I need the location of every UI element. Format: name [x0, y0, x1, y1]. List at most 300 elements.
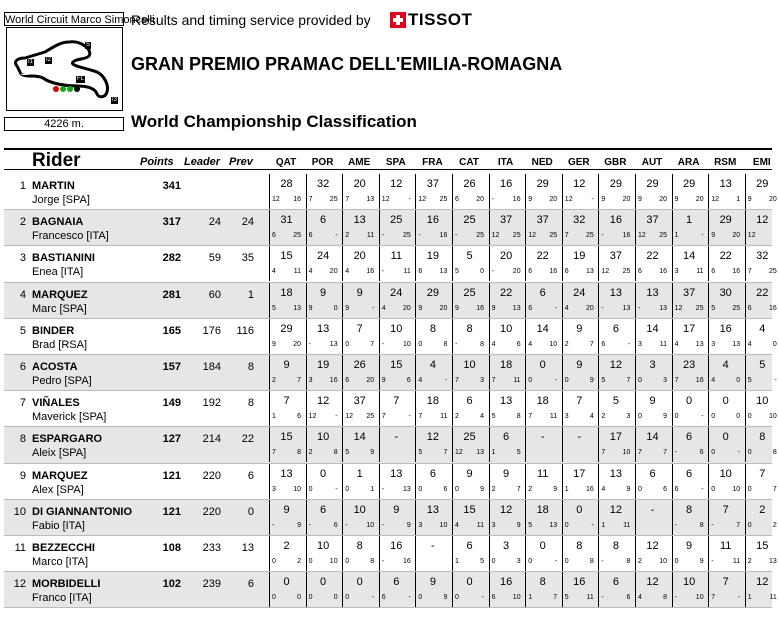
sprint-points: -	[455, 232, 458, 240]
race-points-cell	[379, 427, 413, 462]
sprint-points: 12	[491, 232, 500, 240]
race-total-points: 0	[320, 576, 327, 589]
gap-to-previous: 8	[247, 360, 254, 373]
race-total-points: 10	[719, 467, 732, 480]
race-points: -	[445, 376, 448, 384]
race-points: 7	[736, 521, 741, 529]
race-points-cell	[415, 391, 449, 426]
gap-to-leader: 24	[208, 216, 221, 229]
race-points-cell	[415, 319, 449, 354]
sprint-points: 9	[674, 196, 679, 203]
rider-surname: ACOSTA	[32, 360, 78, 373]
race-points-cell	[269, 536, 303, 571]
race-total-points: 15	[390, 358, 403, 371]
race-points: 10	[732, 485, 741, 493]
rider-firstname-nation: Marco [ITA]	[32, 555, 89, 568]
sprint-points: 0	[308, 594, 313, 602]
race-points: 10	[403, 340, 411, 348]
race-total-points: 0	[722, 431, 729, 444]
race-points: 9	[480, 485, 484, 493]
race-points-cell	[635, 572, 669, 607]
race-total-points: 8	[612, 539, 619, 552]
race-points: 0	[772, 340, 777, 348]
race-points-cell	[745, 572, 779, 607]
race-total-points: 15	[280, 431, 293, 444]
race-points-cell	[598, 210, 632, 245]
race-points: 13	[695, 340, 704, 348]
header-race-ita: ITA	[497, 157, 514, 168]
race-total-points: 29	[609, 178, 623, 190]
race-points: 10	[512, 594, 521, 602]
race-total-points: 9	[686, 539, 693, 552]
race-points-cell	[745, 246, 779, 281]
race-points: 0	[736, 413, 741, 421]
race-points: 13	[329, 340, 338, 348]
brand-name: TISSOT	[408, 10, 473, 29]
race-total-points: 15	[756, 539, 769, 552]
sprint-points: 5	[564, 594, 569, 602]
race-total-points: -	[577, 431, 582, 444]
race-total-points: 37	[682, 286, 696, 299]
table-row	[4, 536, 777, 572]
race-points-cell	[525, 210, 559, 245]
race-points: 11	[769, 594, 777, 602]
rider-points: 281	[162, 288, 181, 301]
race-points-cell	[269, 427, 303, 462]
gap-to-leader: 176	[202, 324, 221, 337]
race-points-cell	[708, 500, 742, 535]
sprint-points: -	[381, 268, 385, 276]
sprint-points: -	[308, 521, 311, 529]
race-points-cell	[342, 427, 376, 462]
race-points: 7	[553, 594, 558, 602]
sprint-points: 9	[711, 232, 716, 240]
race-points: 25	[476, 232, 484, 240]
race-points: 11	[513, 376, 521, 384]
race-points: 0	[297, 594, 301, 602]
race-points: 9	[699, 557, 704, 565]
sprint-points: 7	[418, 413, 423, 421]
race-points: 8	[699, 521, 704, 529]
race-points: 8	[589, 557, 594, 565]
sprint-points: 6	[272, 232, 276, 240]
race-total-points: 7	[722, 503, 729, 516]
sprint-points: 5	[418, 449, 423, 457]
race-points-cell	[379, 355, 413, 390]
race-total-points: 8	[466, 322, 473, 335]
race-points: 7	[297, 376, 301, 384]
sprint-points: 7	[638, 449, 642, 457]
race-total-points: 10	[390, 322, 403, 335]
rider-firstname-nation: Fabio [ITA]	[32, 519, 85, 532]
race-points: 10	[439, 521, 448, 529]
rider-position: 11	[14, 541, 26, 554]
race-total-points: 22	[756, 286, 769, 299]
race-points: -	[408, 413, 411, 421]
race-total-points: 12	[609, 358, 623, 371]
race-points: 16	[549, 268, 558, 276]
race-total-points: 0	[283, 576, 290, 589]
table-row	[4, 174, 777, 210]
race-points: 13	[769, 557, 777, 565]
race-total-points: 6	[393, 576, 400, 589]
race-points: 10	[659, 557, 667, 565]
race-points: 11	[476, 521, 484, 529]
race-points-cell	[269, 210, 303, 245]
race-total-points: 17	[682, 322, 696, 335]
rider-firstname-nation: Alex [SPA]	[32, 483, 84, 496]
race-total-points: 26	[353, 358, 366, 371]
race-total-points: 12	[499, 503, 513, 516]
sprint-points: 12	[308, 413, 317, 421]
rider-points: 149	[162, 397, 181, 410]
race-points: 25	[403, 232, 411, 240]
race-points-cell	[269, 391, 303, 426]
sprint-points: 1	[601, 521, 606, 529]
race-points-cell	[269, 355, 303, 390]
race-points: 13	[659, 304, 667, 312]
sprint-points: 3	[564, 413, 569, 421]
race-points-cell	[489, 391, 523, 426]
race-total-points: 7	[576, 395, 583, 408]
rider-points: 341	[162, 180, 181, 192]
sprint-points: -	[381, 340, 385, 348]
race-total-points: 25	[463, 214, 476, 227]
race-points: 11	[293, 268, 301, 276]
sprint-points: 9	[747, 196, 752, 203]
race-total-points: 12	[316, 395, 330, 408]
race-points-cell	[672, 500, 706, 535]
race-total-points: 9	[576, 358, 583, 371]
gap-to-previous: 6	[247, 469, 254, 482]
race-points-cell	[562, 464, 596, 499]
race-total-points: 20	[353, 178, 366, 190]
sprint-points: 2	[455, 413, 459, 421]
race-points-cell	[342, 464, 376, 499]
race-points: 25	[622, 268, 631, 276]
sprint-points: 5	[345, 449, 350, 457]
sprint-points: 0	[418, 340, 423, 348]
header-race-ara: ARA	[677, 157, 700, 168]
race-points-cell	[489, 536, 523, 571]
race-total-points: 10	[463, 358, 476, 371]
brand-logo	[390, 11, 472, 29]
race-points-cell	[598, 500, 632, 535]
race-points: 10	[695, 594, 704, 602]
race-points: 20	[403, 304, 411, 312]
race-total-points: 12	[426, 431, 440, 444]
timing-lights-icon	[53, 86, 80, 92]
race-points-cell	[306, 536, 340, 571]
race-total-points: 13	[390, 467, 403, 480]
race-points-cell	[269, 246, 303, 281]
header-race-ned: NED	[531, 157, 553, 168]
race-points: 16	[366, 268, 375, 276]
race-total-points: 6	[466, 539, 473, 552]
sprint-points: 5	[711, 304, 716, 312]
race-total-points: 29	[646, 178, 659, 190]
race-points-cell	[598, 427, 632, 462]
race-points-cell	[525, 572, 559, 607]
standings-table	[4, 174, 777, 608]
race-points: 8	[297, 449, 301, 457]
rider-firstname-nation: Marc [SPA]	[32, 302, 87, 315]
race-total-points: 6	[686, 431, 693, 444]
sprint-points: 7	[528, 413, 533, 421]
sprint-points: 0	[308, 557, 313, 565]
finish-line-label: FL	[77, 76, 85, 82]
race-points: -	[591, 196, 594, 203]
sprint-points: 2	[638, 557, 642, 565]
sprint-points: -	[381, 521, 385, 529]
sprint-points: 7	[674, 376, 679, 384]
race-points: 9	[589, 376, 594, 384]
race-total-points: 32	[316, 178, 330, 190]
gap-to-previous: 13	[241, 541, 254, 554]
race-total-points: 13	[499, 395, 513, 408]
race-total-points: 12	[609, 503, 623, 516]
race-points-cell	[452, 391, 486, 426]
race-points-cell	[708, 210, 742, 245]
race-total-points: 16	[719, 322, 732, 335]
race-points: 13	[476, 449, 484, 457]
race-points: 16	[403, 557, 411, 565]
race-total-points: 30	[719, 286, 732, 299]
race-points-cell	[745, 283, 779, 318]
race-total-points: 16	[573, 576, 586, 589]
race-total-points: 12	[756, 576, 769, 589]
sprint-points: 0	[638, 376, 642, 384]
race-points: 4	[480, 413, 484, 421]
swiss-cross-icon	[390, 12, 406, 28]
sprint-points: 2	[272, 376, 276, 384]
race-points: 6	[699, 449, 704, 457]
event-title: GRAN PREMIO PRAMAC DELL'EMILIA-ROMAGNA	[131, 54, 563, 74]
header-race-gbr: GBR	[604, 157, 627, 168]
rider-firstname-nation: Maverick [SPA]	[32, 411, 107, 424]
race-points-cell	[672, 355, 706, 390]
sprint-points: 0	[528, 376, 533, 384]
race-points: 3	[516, 557, 521, 565]
race-points-cell	[635, 427, 669, 462]
race-points: 9	[516, 521, 521, 529]
sprint-points: 0	[345, 485, 350, 493]
race-points-cell	[635, 464, 669, 499]
gap-to-previous: 24	[241, 216, 254, 229]
race-points: 7	[589, 340, 594, 348]
rider-position: 10	[13, 505, 26, 518]
gap-to-previous: 6	[247, 578, 254, 591]
table-row	[4, 246, 777, 282]
header-race-emi: EMI	[752, 157, 771, 168]
race-points-cell	[452, 174, 486, 209]
sprint-points: 12	[418, 196, 427, 203]
race-points-cell	[562, 572, 596, 607]
race-points-cell	[269, 464, 303, 499]
race-total-points: 5	[759, 358, 766, 371]
race-points-cell	[379, 536, 413, 571]
race-points-cell	[562, 246, 596, 281]
race-points-cell	[306, 174, 340, 209]
sprint-points: 3	[308, 376, 313, 384]
race-total-points: 18	[499, 358, 513, 371]
race-total-points: 6	[466, 395, 473, 408]
sprint-points: 6	[491, 594, 496, 602]
sprint-points: 9	[381, 376, 386, 384]
sprint-points: 12	[528, 232, 536, 240]
sprint-points: 6	[674, 485, 679, 493]
race-points: 16	[659, 268, 667, 276]
race-points: 11	[440, 413, 448, 421]
race-points-cell	[306, 210, 340, 245]
race-points: 7	[663, 449, 667, 457]
rider-points: 108	[162, 541, 181, 554]
sprint-points: -	[601, 594, 604, 602]
header-race-por: POR	[311, 157, 334, 168]
race-points: 7	[443, 449, 448, 457]
race-total-points: 2	[283, 539, 290, 552]
race-total-points: 9	[466, 467, 473, 480]
race-total-points: 37	[353, 395, 366, 408]
race-total-points: 19	[316, 358, 330, 371]
sprint-points: -	[455, 340, 458, 348]
race-points: 7	[772, 485, 777, 493]
race-points-cell	[452, 427, 486, 462]
race-total-points: 10	[316, 431, 330, 444]
sprint-points: 0	[308, 485, 313, 493]
race-points-cell	[489, 464, 523, 499]
race-points-cell	[452, 319, 486, 354]
race-total-points: 6	[686, 467, 693, 480]
race-points-cell	[525, 536, 559, 571]
race-total-points: 13	[646, 286, 659, 299]
race-points-cell	[562, 427, 596, 462]
race-points-cell	[306, 464, 340, 499]
sprint-points: 6	[638, 268, 642, 276]
sprint-points: 4	[381, 304, 386, 312]
race-points-cell	[306, 572, 340, 607]
race-points-cell	[379, 464, 413, 499]
rider-firstname-nation: Franco [ITA]	[32, 592, 92, 605]
sprint-points: 1	[455, 557, 459, 565]
race-total-points: 37	[536, 214, 549, 227]
race-points: 3	[663, 376, 667, 384]
sprint-points: 3	[491, 521, 496, 529]
race-total-points: 29	[756, 178, 769, 190]
sprint-points: 1	[747, 594, 752, 602]
race-total-points: 11	[390, 250, 402, 263]
race-points-cell	[415, 464, 449, 499]
race-total-points: 0	[320, 467, 327, 480]
race-points-cell	[306, 246, 340, 281]
rider-position: 2	[19, 216, 26, 229]
race-points-cell	[635, 174, 669, 209]
race-total-points: 13	[719, 178, 732, 190]
race-points-cell	[598, 283, 632, 318]
race-points-cell	[489, 283, 523, 318]
race-points: 5	[480, 557, 484, 565]
race-total-points: 6	[429, 467, 436, 480]
race-total-points: 7	[759, 467, 766, 480]
table-row	[4, 500, 777, 536]
sprint-points: 9	[638, 196, 642, 203]
gap-to-previous: 0	[247, 505, 254, 518]
rider-points: 127	[162, 433, 181, 446]
race-points-cell	[452, 500, 486, 535]
speed-trap-label: S	[86, 42, 91, 48]
race-total-points: 14	[646, 322, 659, 335]
race-points-cell	[379, 283, 413, 318]
race-total-points: 7	[722, 576, 729, 589]
race-points: 25	[549, 232, 558, 240]
sprint-points: 0	[418, 594, 423, 602]
sprint-points: 12	[747, 232, 756, 240]
race-total-points: 16	[609, 214, 623, 227]
race-total-points: 28	[280, 178, 293, 190]
race-total-points: 18	[280, 286, 293, 299]
race-total-points: 10	[353, 503, 366, 516]
race-points: 20	[512, 268, 521, 276]
race-total-points: 16	[499, 178, 513, 190]
race-points-cell	[562, 355, 596, 390]
race-total-points: 6	[320, 214, 327, 227]
sprint-points: 0	[345, 340, 350, 348]
race-points: -	[335, 485, 338, 493]
sprint-points: -	[491, 268, 494, 276]
race-total-points: 32	[756, 250, 769, 263]
race-points: -	[481, 594, 484, 602]
race-points: 9	[553, 485, 558, 493]
sprint-points: 0	[564, 557, 569, 565]
race-points-cell	[415, 572, 449, 607]
race-points: 0	[480, 268, 484, 276]
sprint-points: 6	[381, 594, 386, 602]
race-points: 25	[293, 232, 301, 240]
sprint-points: 6	[747, 304, 752, 312]
sprint-points: 7	[491, 376, 496, 384]
race-points-cell	[708, 174, 742, 209]
race-points-cell	[708, 464, 742, 499]
race-points: 20	[439, 304, 448, 312]
race-points: 13	[512, 304, 521, 312]
race-points-cell	[745, 536, 779, 571]
race-points-cell	[415, 500, 449, 535]
race-total-points: 25	[463, 286, 476, 299]
race-total-points: 9	[356, 286, 363, 299]
rider-surname: BAGNAIA	[32, 216, 84, 229]
race-points: 13	[549, 521, 558, 529]
race-points-cell	[708, 319, 742, 354]
rider-points: 121	[162, 469, 181, 482]
sprint-points: -	[381, 232, 385, 240]
race-total-points: 10	[682, 576, 696, 589]
race-points: 20	[329, 268, 338, 276]
race-total-points: 6	[649, 467, 656, 480]
race-total-points: 18	[426, 395, 440, 408]
race-points: 2	[297, 557, 301, 565]
race-points-cell	[489, 210, 523, 245]
gap-to-leader: 192	[202, 397, 221, 410]
race-total-points: 18	[536, 503, 549, 516]
rider-surname: DI GIANNANTONIO	[32, 505, 133, 518]
race-points-cell	[525, 464, 559, 499]
race-points-cell	[745, 174, 779, 209]
race-total-points: 0	[539, 539, 546, 552]
race-points-cell	[708, 283, 742, 318]
race-total-points: 24	[390, 286, 403, 299]
sprint-points: 0	[674, 557, 679, 565]
rider-surname: MARTIN	[32, 180, 75, 192]
